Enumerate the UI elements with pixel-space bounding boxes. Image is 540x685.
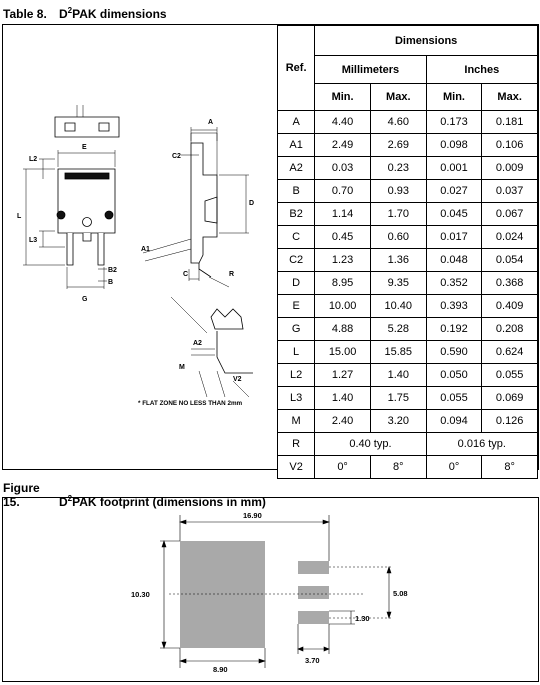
figure-caption-number: Figure 15. <box>3 481 40 509</box>
cell-mm-min: 15.00 <box>315 341 371 364</box>
table-row <box>278 318 538 341</box>
cell-mm-min: 1.14 <box>315 203 371 226</box>
cell-in-max: 0.024 <box>482 226 538 249</box>
header-in-min: Min. <box>426 84 482 111</box>
figure-caption-sup: 2 <box>67 494 73 503</box>
cell-mm-max: 0.23 <box>370 157 426 180</box>
cell-mm-max: 1.70 <box>370 203 426 226</box>
label-A1: A1 <box>141 246 150 253</box>
cell-in-min: 0.393 <box>426 295 482 318</box>
cell-in-min: 0.045 <box>426 203 482 226</box>
header-mm-max: Max. <box>370 84 426 111</box>
cell-in-min: 0.192 <box>426 318 482 341</box>
cell-in-max: 0.037 <box>482 180 538 203</box>
cell-ref: B <box>278 180 315 203</box>
cell-mm-min: 10.00 <box>315 295 371 318</box>
cell-in-min: 0.098 <box>426 134 482 157</box>
cell-mm-min: 1.23 <box>315 249 371 272</box>
table-row <box>278 295 538 318</box>
cell-mm-min: 1.40 <box>315 387 371 410</box>
cell-in-min: 0.050 <box>426 364 482 387</box>
cell-in-min: 0.055 <box>426 387 482 410</box>
cell-in-max: 0.067 <box>482 203 538 226</box>
dim-height: 10.30 <box>131 590 150 599</box>
cell-in-max: 8° <box>482 456 538 479</box>
cell-ref: G <box>278 318 315 341</box>
cell-in-max: 0.055 <box>482 364 538 387</box>
label-B: B <box>108 279 114 286</box>
table-row <box>278 111 538 134</box>
table-caption-prefix: D <box>59 7 68 21</box>
table-row <box>278 226 538 249</box>
table-row <box>278 272 538 295</box>
cell-in-typ: 0.016 typ. <box>426 433 537 456</box>
package-side-view <box>191 143 217 263</box>
table-row <box>278 341 538 364</box>
cell-mm-max: 1.40 <box>370 364 426 387</box>
cell-mm-max: 1.75 <box>370 387 426 410</box>
footprint-frame <box>2 497 539 682</box>
cell-mm-max: 1.36 <box>370 249 426 272</box>
header-dimensions: Dimensions <box>315 26 538 56</box>
cell-mm-max: 8° <box>370 456 426 479</box>
cell-ref: C2 <box>278 249 315 272</box>
label-R: R <box>229 271 235 278</box>
table-row <box>278 180 538 203</box>
cell-ref: L2 <box>278 364 315 387</box>
table-row <box>278 410 538 433</box>
label-M: M <box>179 364 185 371</box>
footprint-lead-pad-1 <box>298 561 329 574</box>
table-row <box>278 433 538 456</box>
cell-in-min: 0.001 <box>426 157 482 180</box>
table-row <box>278 387 538 410</box>
cell-mm-min: 8.95 <box>315 272 371 295</box>
cell-mm-max: 9.35 <box>370 272 426 295</box>
dim-overall-width: 16.90 <box>243 511 262 520</box>
cell-in-min: 0° <box>426 456 482 479</box>
table-row <box>278 364 538 387</box>
footprint-lead-pad-3 <box>298 611 329 624</box>
table-caption-suffix: PAK dimensions <box>72 7 167 21</box>
table-row <box>278 157 538 180</box>
cell-ref: R <box>278 433 315 456</box>
dim-pad-width: 8.90 <box>213 665 228 674</box>
label-L: L <box>17 213 22 220</box>
table-caption-sup: 2 <box>67 6 73 15</box>
cell-mm-min: 0.45 <box>315 226 371 249</box>
cell-in-min: 0.094 <box>426 410 482 433</box>
table-caption <box>3 6 167 21</box>
cell-ref: A2 <box>278 157 315 180</box>
dim-lead-width: 1.30 <box>355 614 370 623</box>
label-C2: C2 <box>172 153 181 160</box>
label-G: G <box>82 296 88 303</box>
cell-in-max: 0.181 <box>482 111 538 134</box>
label-D: D <box>249 200 255 207</box>
dimensions-table <box>277 25 538 479</box>
cell-ref: E <box>278 295 315 318</box>
cell-in-min: 0.352 <box>426 272 482 295</box>
cell-in-max: 0.368 <box>482 272 538 295</box>
cell-in-max: 0.624 <box>482 341 538 364</box>
cell-mm-max: 0.93 <box>370 180 426 203</box>
cell-mm-min: 0° <box>315 456 371 479</box>
cell-ref: D <box>278 272 315 295</box>
cell-ref: A <box>278 111 315 134</box>
package-drawing <box>3 25 277 469</box>
table-row <box>278 249 538 272</box>
label-E: E <box>82 144 87 151</box>
cell-mm-max: 4.60 <box>370 111 426 134</box>
label-B2: B2 <box>108 267 117 274</box>
cell-ref: C <box>278 226 315 249</box>
label-L2: L2 <box>29 156 38 163</box>
cell-in-min: 0.590 <box>426 341 482 364</box>
cell-ref: A1 <box>278 134 315 157</box>
label-C: C <box>183 271 189 278</box>
cell-in-min: 0.173 <box>426 111 482 134</box>
cell-mm-max: 0.60 <box>370 226 426 249</box>
dimension-rows <box>278 111 538 433</box>
cell-in-max: 0.054 <box>482 249 538 272</box>
label-V2: V2 <box>233 376 242 383</box>
cell-in-max: 0.126 <box>482 410 538 433</box>
cell-ref: V2 <box>278 456 315 479</box>
cell-mm-min: 4.40 <box>315 111 371 134</box>
header-mm-min: Min. <box>315 84 371 111</box>
table-row <box>278 134 538 157</box>
cell-in-max: 0.009 <box>482 157 538 180</box>
figure-caption-prefix: D <box>59 495 68 509</box>
cell-mm-min: 2.40 <box>315 410 371 433</box>
header-ref: Ref. <box>278 26 315 111</box>
cell-mm-max: 3.20 <box>370 410 426 433</box>
table-row <box>278 203 538 226</box>
dim-lead-length: 3.70 <box>305 656 320 665</box>
lead-mid <box>83 233 91 241</box>
cell-mm-max: 2.69 <box>370 134 426 157</box>
lead-left <box>67 233 73 265</box>
cell-mm-max: 15.85 <box>370 341 426 364</box>
footprint-drawing <box>3 498 538 681</box>
cell-ref: M <box>278 410 315 433</box>
table-caption-number: Table 8. <box>3 7 47 21</box>
footprint-tab-pad <box>180 541 265 648</box>
label-A2: A2 <box>193 340 202 347</box>
header-in-max: Max. <box>482 84 538 111</box>
cell-in-max: 0.069 <box>482 387 538 410</box>
label-L3: L3 <box>29 237 38 244</box>
cell-mm-min: 1.27 <box>315 364 371 387</box>
table-frame <box>2 24 539 473</box>
lead-right <box>98 233 104 265</box>
cell-ref: L <box>278 341 315 364</box>
cell-ref: B2 <box>278 203 315 226</box>
cell-in-max: 0.106 <box>482 134 538 157</box>
cell-mm-typ: 0.40 typ. <box>315 433 426 456</box>
cell-in-min: 0.027 <box>426 180 482 203</box>
cell-mm-max: 5.28 <box>370 318 426 341</box>
cell-mm-min: 4.88 <box>315 318 371 341</box>
cell-ref: L3 <box>278 387 315 410</box>
cell-mm-min: 2.49 <box>315 134 371 157</box>
dim-lead-pitch: 5.08 <box>393 589 408 598</box>
header-inches: Inches <box>426 56 537 84</box>
cell-in-max: 0.409 <box>482 295 538 318</box>
cell-mm-min: 0.03 <box>315 157 371 180</box>
header-millimeters: Millimeters <box>315 56 426 84</box>
footprint-lead-pad-2 <box>298 586 329 599</box>
lead-detail-view <box>211 309 243 329</box>
figure-caption-suffix: PAK footprint (dimensions in mm) <box>72 495 266 509</box>
cell-mm-min: 0.70 <box>315 180 371 203</box>
cell-in-max: 0.208 <box>482 318 538 341</box>
label-A: A <box>208 119 214 126</box>
cell-mm-max: 10.40 <box>370 295 426 318</box>
cell-in-min: 0.048 <box>426 249 482 272</box>
flat-zone-note: * FLAT ZONE NO LESS THAN 2mm <box>138 400 243 407</box>
table-row <box>278 456 538 479</box>
cell-in-min: 0.017 <box>426 226 482 249</box>
